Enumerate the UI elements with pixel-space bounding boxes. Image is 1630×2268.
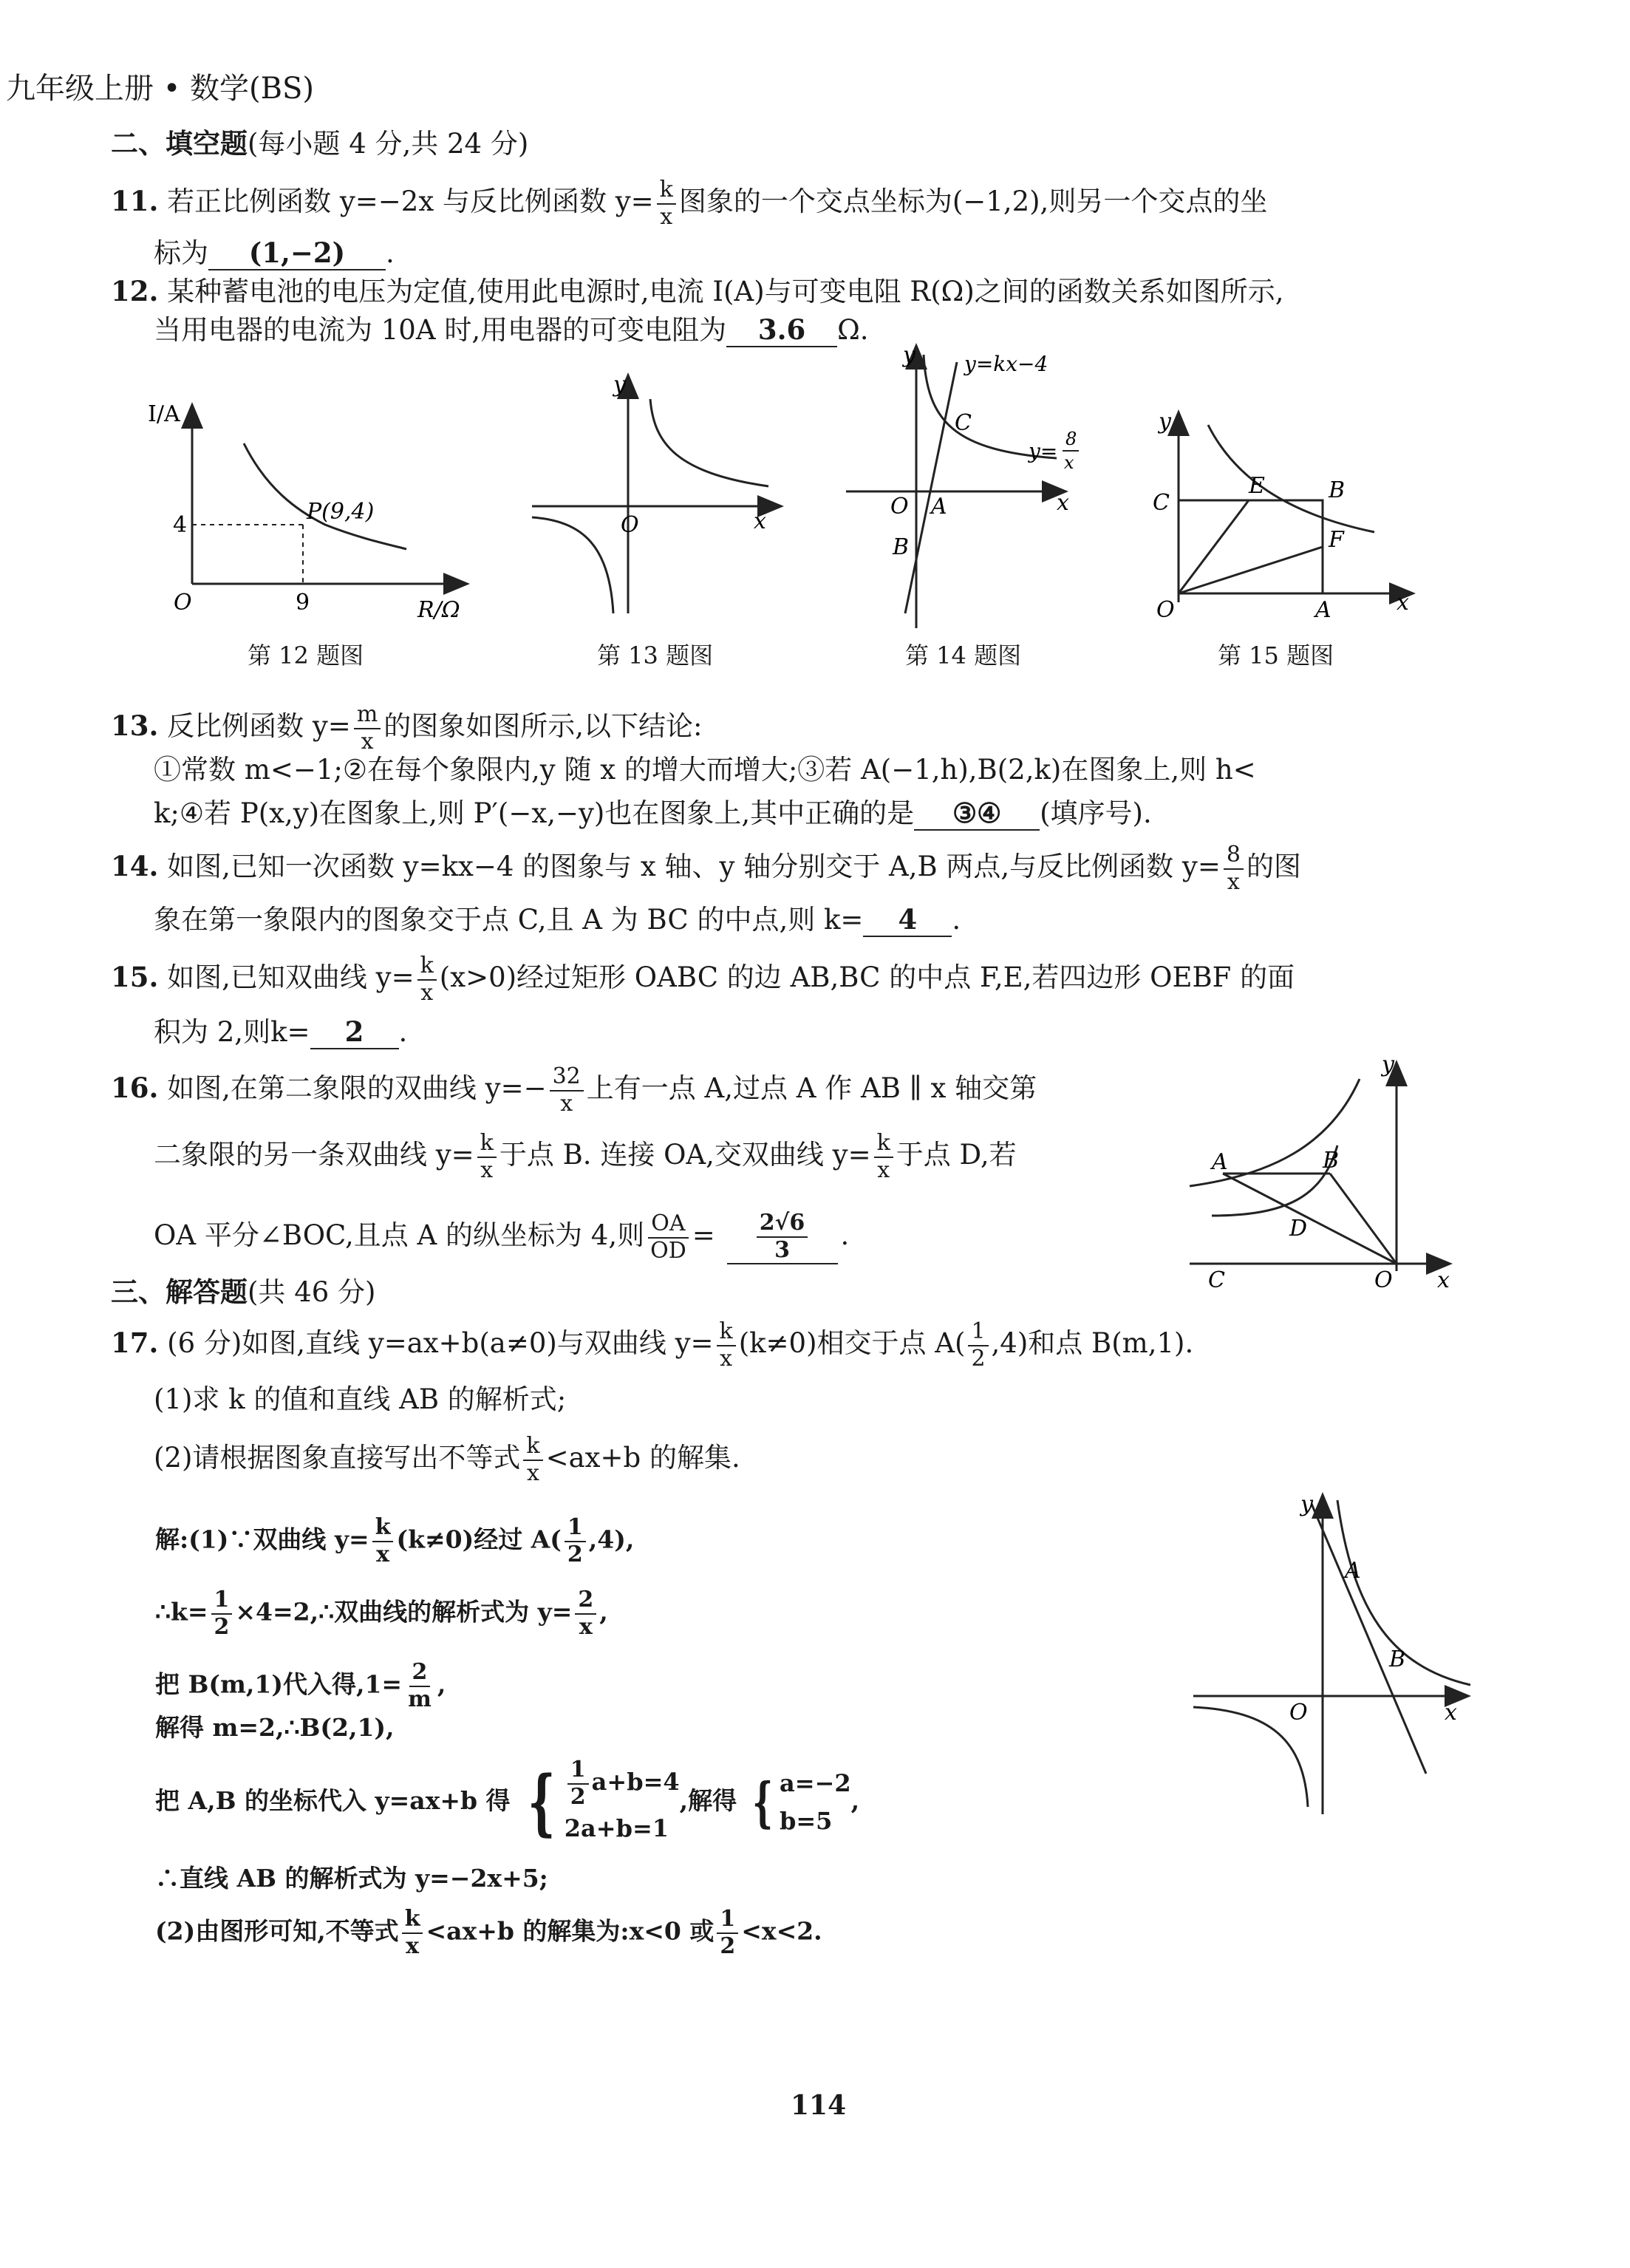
question-14: 14. 如图,已知一次函数 y=kx−4 的图象与 x 轴、y 轴分别交于 A,B 两点,与反比例函数 y= $\frac{8}{x}$ 的图 (111, 842, 1301, 895)
origin-label: O (1374, 1267, 1393, 1293)
question-13-line2: ①常数 m<−1;②在每个象限内,y 随 x 的增大而增大;③若 A(−1,h),B(2,k)在图象上,则 h< (154, 754, 1256, 786)
line-label: y=kx−4 (964, 352, 1048, 376)
question-14-line2: 象在第一象限内的图象交于点 C,且 A 为 BC 的中点,则 k= 4 . (154, 903, 961, 937)
question-11: 11. 若正比例函数 y=−2x 与反比例函数 y= $\frac{k}{x}$ 图象的一个交点坐标为(−1,2),则另一个交点的坐 (111, 177, 1268, 230)
question-12-line2: 当用电器的电流为 10A 时,用电器的可变电阻为 3.6 Ω. (154, 313, 869, 347)
x-label: x (1445, 1700, 1457, 1726)
hyperbola-branch-2 (532, 517, 613, 613)
point-A-label: A (931, 494, 947, 520)
question-12: 12. 某种蓄电池的电压为定值,使用此电源时,电流 I(A)与可变电阻 R(Ω)之间的函数关系如图所示, (111, 275, 1284, 307)
x-label: x (1437, 1267, 1450, 1293)
segment-OE (1179, 500, 1249, 593)
point-E-label: E (1249, 473, 1265, 499)
solution-system: { a=−2 b=5 (751, 1768, 851, 1836)
y-tick-label: 4 (173, 512, 188, 538)
question-16-line2: 二象限的另一条双曲线 y= $\frac{k}{x}$ 于点 B. 连接 OA,交双曲线 y= $\frac{k}{x}$ 于点 D,若 (154, 1130, 1017, 1183)
hyperbola-curve (244, 443, 406, 549)
curve-label-denominator: x (1064, 452, 1074, 473)
point-F-label: F (1329, 527, 1344, 553)
y-label: y (613, 372, 626, 398)
answer-blank: $\frac{2√6}{3}$ (727, 1210, 838, 1264)
question-17-part1: (1)求 k 的值和直线 AB 的解析式; (154, 1383, 567, 1415)
figure-12-caption: 第 12 题图 (248, 641, 364, 670)
segment-OB (1330, 1174, 1397, 1264)
x-label: x (754, 508, 766, 534)
point-B-label: B (893, 534, 910, 560)
curve-label-prefix: y= (1029, 439, 1058, 463)
page-header (6, 65, 314, 107)
page-number: 114 (791, 2090, 847, 2121)
solution-line-4: 解得 m=2,∴B(2,1), (155, 1713, 395, 1742)
equation-system: { $\frac{1}{2}$ a+b=4 2a+b=1 (528, 1757, 680, 1845)
origin-label: O (174, 590, 192, 616)
question-15: 15. 如图,已知双曲线 y= $\frac{k}{x}$ (x>0)经过矩形 OABC 的边 AB,BC 的中点 F,E,若四边形 OEBF 的面 (111, 953, 1295, 1006)
section-3-heading: 三、解答题(共 46 分) (111, 1276, 376, 1308)
question-15-line2: 积为 2,则k= 2 . (154, 1015, 407, 1049)
answer-blank: (1,−2) (208, 236, 386, 270)
figure-16 (1182, 1049, 1463, 1301)
x-tick-label: 9 (296, 590, 310, 616)
y-axis-label: I/A (148, 401, 180, 427)
question-13: 13. 反比例函数 y= $\frac{m}{x}$ 的图象如图所示,以下结论: (111, 701, 703, 755)
line-AB (1312, 1504, 1426, 1774)
segment-OA (1223, 1174, 1397, 1264)
x-label: x (1397, 590, 1409, 616)
figure-15-caption: 第 15 题图 (1218, 641, 1334, 670)
figure-14-caption: 第 14 题图 (905, 641, 1022, 670)
question-16-line3: OA 平分∠BOC,且点 A 的纵坐标为 4,则 $\frac{OA}{OD}$ = $\frac{2√6}{3}$ . (154, 1210, 850, 1264)
point-A-label: A (1212, 1149, 1228, 1175)
solution-line-1: 解:(1)∵双曲线 y= $\frac{k}{x}$ (k≠0)经过 A( $\frac{1}{2}$ ,4), (155, 1514, 635, 1567)
rectangle-OABC (1179, 500, 1323, 593)
solution-line-3: 把 B(m,1)代入得,1= $\frac{2}{m}$ , (155, 1659, 446, 1712)
x-label: x (1057, 490, 1069, 516)
solution-line-6: ∴直线 AB 的解析式为 y=−2x+5; (155, 1864, 548, 1893)
y-label: y (1300, 1491, 1313, 1517)
question-17-part2: (2)请根据图象直接写出不等式 $\frac{k}{x}$ <ax+b 的解集. (154, 1433, 740, 1486)
fraction: $\frac{k}{x}$ (657, 177, 676, 230)
figure-15 (1138, 403, 1419, 624)
answer-blank: 3.6 (726, 313, 837, 347)
solution-line-2: ∴k= $\frac{1}{2}$ ×4=2,∴双曲线的解析式为 y= $\frac{2}{x}$ , (155, 1587, 608, 1640)
question-17: 17. (6 分)如图,直线 y=ax+b(a≠0)与双曲线 y= $\frac{k}{x}$ (k≠0)相交于点 A( $\frac{1}{2}$ ,4)和点 B(m,1). (111, 1318, 1194, 1372)
figure-13 (517, 362, 798, 628)
point-A-label: A (1345, 1558, 1361, 1584)
point-label: P(9,4) (307, 499, 375, 525)
figure-14 (835, 340, 1101, 636)
hyperbola-curve (1208, 425, 1374, 532)
section-2-heading: 二、填空题(每小题 4 分,共 24 分) (111, 127, 529, 160)
question-11-line2: 标为 (1,−2) . (154, 236, 395, 270)
y-label: y (1159, 409, 1171, 435)
point-D-label: D (1289, 1216, 1308, 1242)
question-13-line3: k;④若 P(x,y)在图象上,则 P′(−x,−y)也在图象上,其中正确的是 ③④ (填序号). (154, 797, 1152, 831)
answer-blank: 2 (310, 1015, 399, 1049)
point-B-label: B (1323, 1148, 1340, 1174)
point-C-label: C (955, 410, 972, 436)
point-B-label: B (1329, 477, 1346, 503)
curve-label-numerator: 8 (1065, 429, 1077, 449)
point-C-label: C (1153, 490, 1170, 516)
y-label: y (1382, 1052, 1394, 1077)
origin-label: O (1289, 1700, 1308, 1726)
point-A-label: A (1315, 597, 1331, 623)
y-label: y (903, 342, 915, 368)
question-16: 16. 如图,在第二象限的双曲线 y=− $\frac{32}{x}$ 上有一点 A,过点 A 作 AB ∥ x 轴交第 (111, 1063, 1037, 1117)
point-B-label: B (1389, 1646, 1406, 1672)
point-C-label: C (1208, 1267, 1225, 1293)
origin-label: O (621, 512, 639, 538)
x-axis-label: R/Ω (417, 597, 460, 623)
solution-line-7: (2)由图形可知,不等式 $\frac{k}{x}$ <ax+b 的解集为:x<0 或 $\frac{1}{2}$ <x<2. (155, 1906, 822, 1959)
figure-17 (1182, 1482, 1478, 1822)
header-title: 九年级上册 • 数学(BS) (6, 72, 315, 106)
solution-line-5: 把 A,B 的坐标代入 y=ax+b 得 { $\frac{1}{2}$ a+b=4 2a+b=1 ,解得 { a=−2 b=5 , (155, 1757, 859, 1848)
answer-blank: ③④ (914, 797, 1040, 831)
hyperbola-inner (1212, 1145, 1340, 1216)
origin-label: O (890, 494, 909, 520)
origin-label: O (1156, 597, 1175, 623)
segment-OF (1179, 547, 1323, 593)
figure-13-caption: 第 13 题图 (597, 641, 714, 670)
answer-blank: 4 (863, 903, 952, 937)
hyperbola-branch-1 (650, 399, 768, 486)
